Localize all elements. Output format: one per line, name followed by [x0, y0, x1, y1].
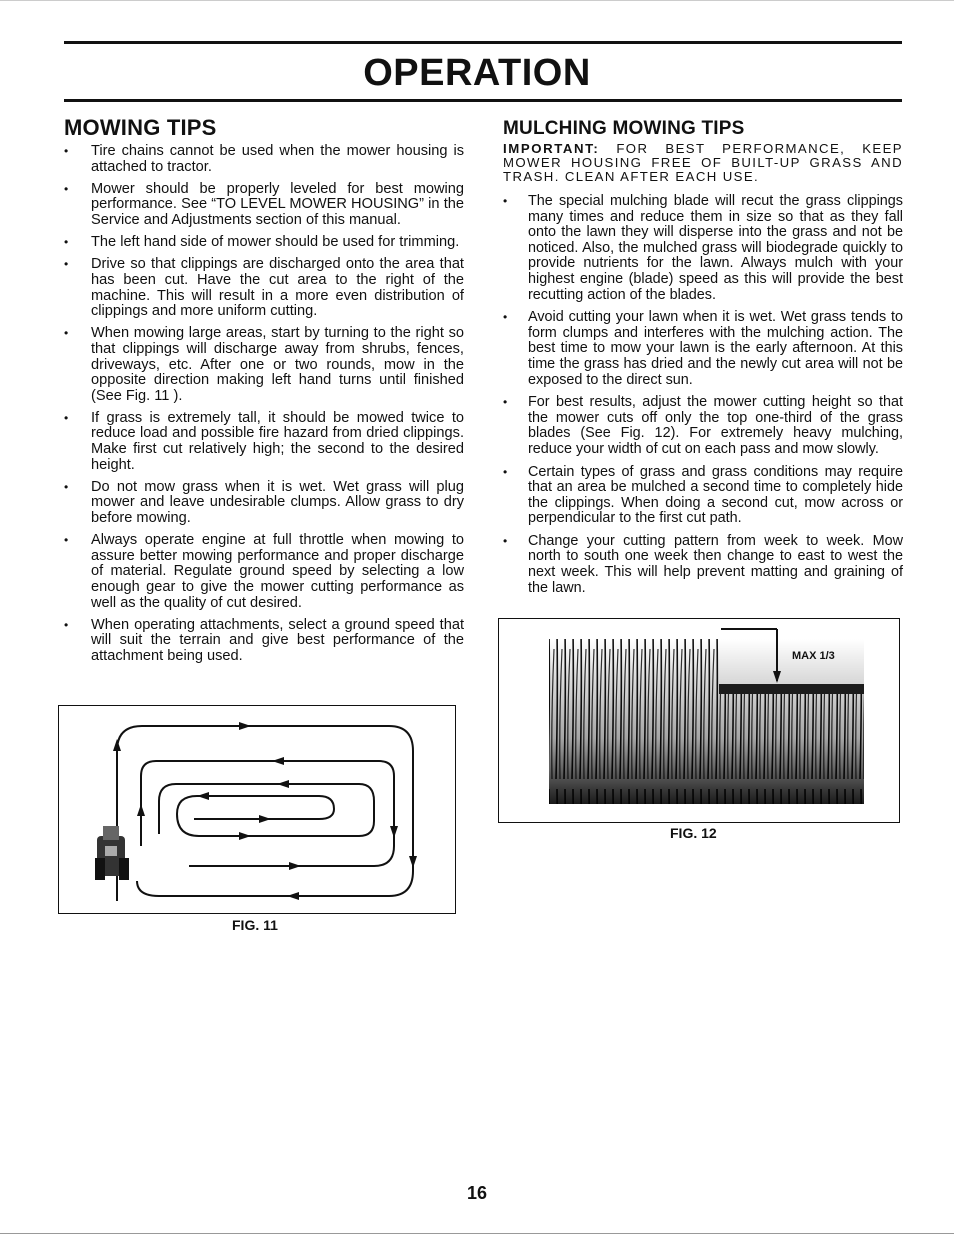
mowing-tips-list	[64, 144, 464, 665]
list-item: • Do not mow grass when it is wet. Wet grass will plug mower and leave undesirable clumps. Allow grass to dry before mowing.	[64, 480, 464, 527]
list-item: • Avoid cutting your lawn when it is wet. Wet grass tends to form clumps and interferes with the mulching action. The best time to mow your lawn is the early afternoon. At this time the grass has dried and the newly cut area will not be exposed to the direct sun.	[503, 310, 903, 388]
fig12-caption: FIG. 12	[670, 825, 717, 841]
list-item: • If grass is extremely tall, it should be mowed twice to reduce load and possible fire hazard from dried clippings. Make first cut relatively high; the second to the desired height.	[64, 411, 464, 473]
list-item: • The left hand side of mower should be used for trimming.	[64, 235, 464, 251]
list-item: • Always operate engine at full throttle when mowing to assure better mowing performance and proper discharge of material. Regulate ground speed by selecting a low enough gear to give the mower cutting performance as well as the quality of cut desired.	[64, 533, 464, 611]
mowing-tips-section	[64, 116, 464, 671]
list-item: • Change your cutting pattern from week to week. Mow north to south one week then change to east to west the next week. This will help prevent matting and graining of the lawn.	[503, 534, 903, 596]
important-text: FOR BEST PERFORMANCE, KEEP MOWER HOUSING FREE OF BUILT-UP GRASS AND TRASH. CLEAN AFTER EACH USE.	[503, 141, 903, 184]
list-item: • Mower should be properly leveled for best mowing performance. See “TO LEVEL MOWER HOUSING” in the Service and Adjustments section of this manual.	[64, 182, 464, 229]
mulching-tips-list	[503, 194, 903, 596]
grass-illustration	[499, 619, 899, 822]
fig12-grass-height	[498, 618, 900, 823]
title-rule-bottom	[64, 99, 902, 102]
page-title: OPERATION	[363, 52, 591, 94]
important-label: IMPORTANT:	[503, 141, 600, 156]
mulching-tips-section	[503, 118, 903, 603]
list-item: • When mowing large areas, start by turning to the right so that clippings will discharge away from shrubs, fences, driveways, etc. After one or two rounds, mow in the opposite direction making left hand turns until finished (See Fig. 11 ).	[64, 326, 464, 404]
list-item: • Tire chains cannot be used when the mower housing is attached to tractor.	[64, 144, 464, 175]
title-rule-top	[64, 41, 902, 44]
tractor-icon	[95, 826, 129, 880]
top-edge-line	[0, 0, 954, 1]
max-one-third-label: MAX 1/3	[792, 650, 835, 662]
mowing-pattern-diagram	[59, 706, 455, 913]
fig11-caption: FIG. 11	[232, 917, 278, 933]
list-item: • The special mulching blade will recut the grass clippings many times and reduce them in size so that as they fall onto the lawn they will disperse into the grass and not be noticed. Also, the mulched grass will biodegrade quickly to provide nutrients for the lawn. Always mulch with your highest engine (blade) speed as this will provide the best recutting action of the blades.	[503, 194, 903, 303]
mulching-tips-heading: MULCHING MOWING TIPS	[503, 118, 745, 139]
list-item: • Drive so that clippings are discharged onto the area that has been cut. Have the cut area to the right of the machine. This will result in a more even distribution of clippings and more uniform cutting.	[64, 257, 464, 319]
list-item: • When operating attachments, select a ground speed that will suit the terrain and give best performance of the attachment being used.	[64, 618, 464, 665]
important-notice	[503, 142, 903, 184]
footer-rule	[0, 1233, 954, 1234]
list-item: • Certain types of grass and grass conditions may require that an area be mulched a second time to completely hide the clippings. When doing a second cut, mow across or perpendicular to the first cut path.	[503, 465, 903, 527]
list-item: • For best results, adjust the mower cutting height so that the mower cuts off only the top one-third of the grass blades (See Fig. 12). For extremely heavy mulching, reduce your width of cut on each pass and mow slowly.	[503, 395, 903, 457]
page-number: 16	[466, 1183, 488, 1203]
fig11-mowing-pattern	[58, 705, 456, 914]
mowing-tips-heading: MOWING TIPS	[64, 115, 217, 140]
